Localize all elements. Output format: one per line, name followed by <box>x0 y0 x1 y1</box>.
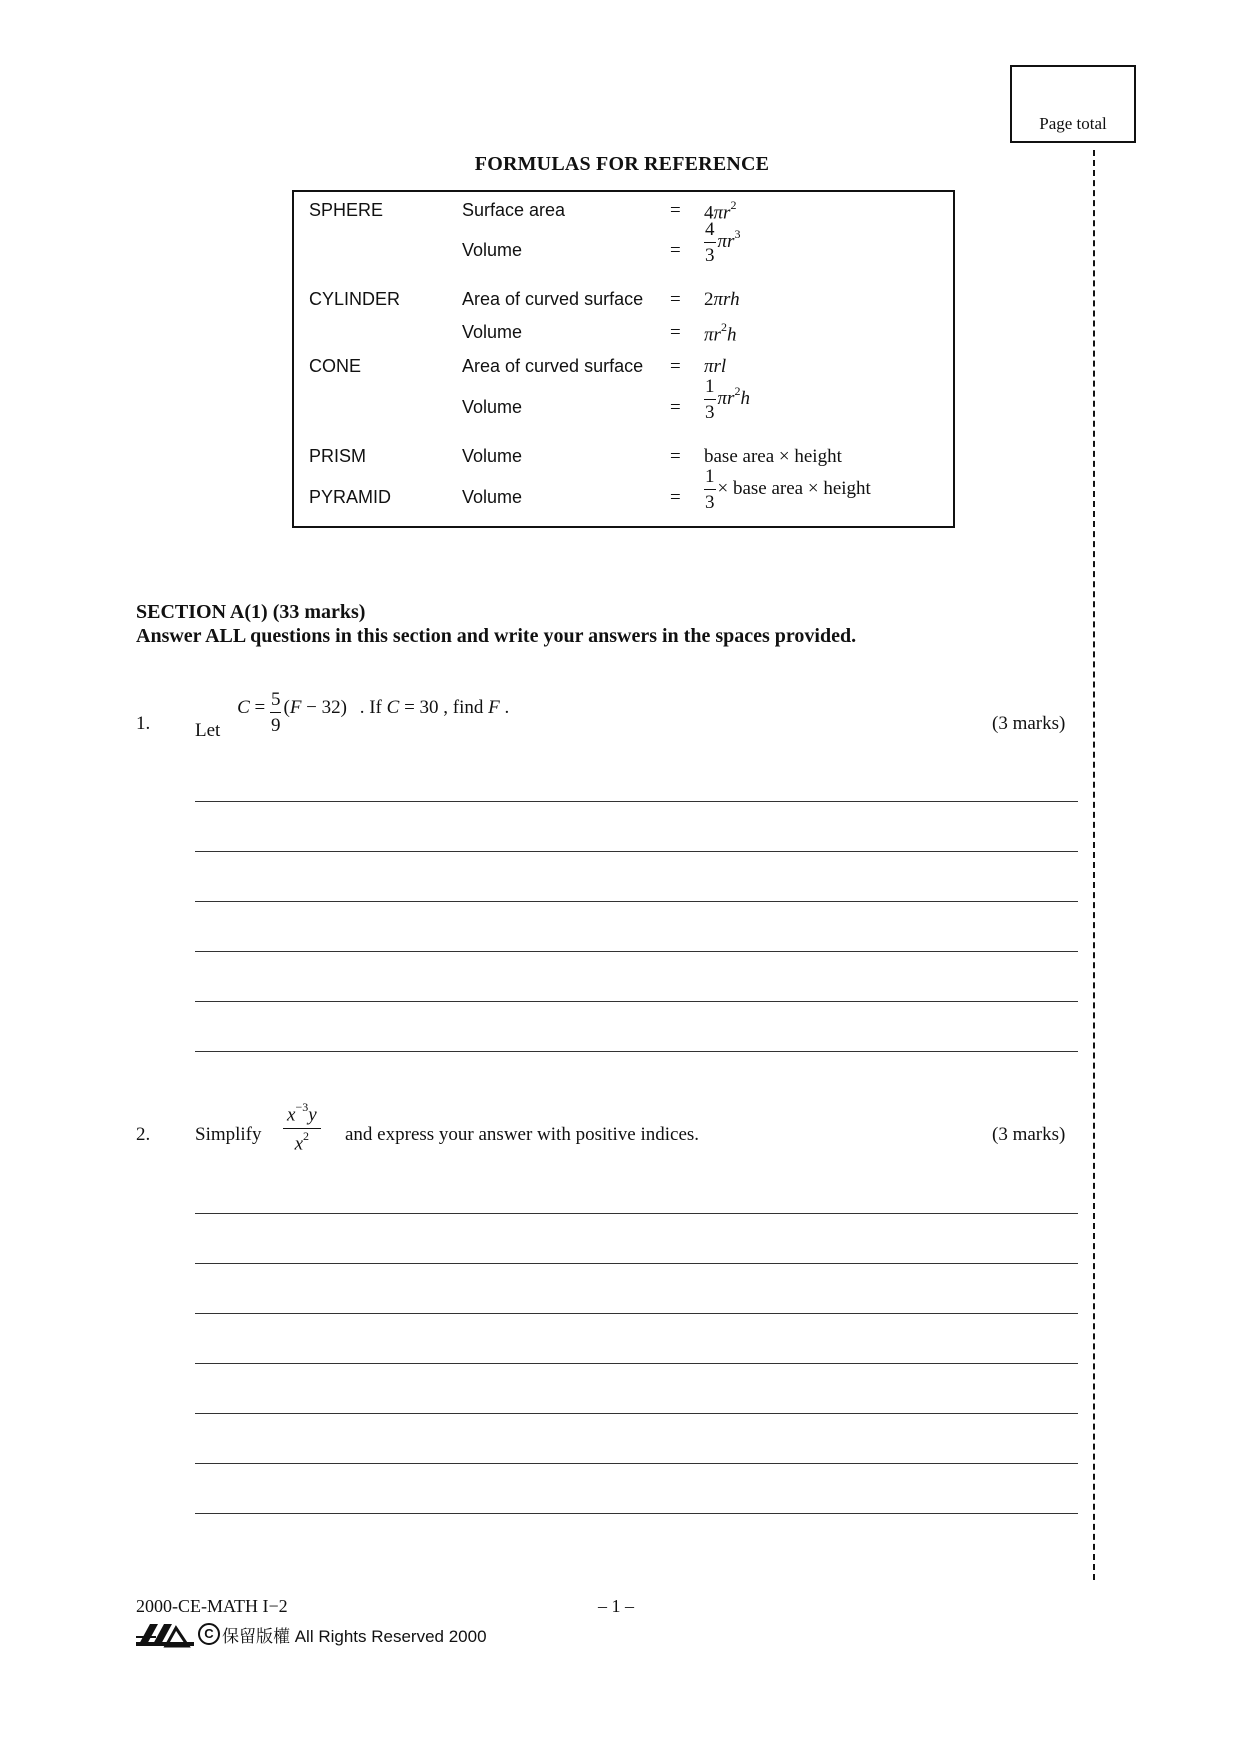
answer-line[interactable] <box>195 1313 1078 1314</box>
question-end: and express your answer with positive indices. <box>345 1124 700 1145</box>
copyright-line <box>136 1620 487 1648</box>
answer-line[interactable] <box>195 801 1078 802</box>
formula-title: FORMULAS FOR REFERENCE <box>474 153 770 175</box>
formula-equals: = <box>670 240 681 261</box>
question-1-text: Let C = $\frac{5}{9}$ (F − 32) . If C = 30 , find F . <box>195 689 510 741</box>
formula-property: Volume <box>462 446 523 466</box>
answer-line[interactable] <box>195 901 1078 902</box>
answer-line[interactable] <box>195 1513 1078 1514</box>
fraction: $\frac{x^{-3}y}{x^2}$ <box>283 1103 321 1154</box>
formula-shape: CYLINDER <box>309 289 401 309</box>
formula-row-cone-volume <box>294 377 953 437</box>
formula-table <box>292 190 955 528</box>
formula-shape: CONE <box>309 356 362 376</box>
pyramid-value-text: × base area × height <box>717 477 871 499</box>
answer-line[interactable] <box>195 1051 1078 1052</box>
formula-value: $\pi r^2h$ <box>704 320 737 346</box>
equation: C = $\frac{5}{9}$ (F − 32) <box>237 689 347 736</box>
condition: C = 30 <box>386 697 439 718</box>
answer-line[interactable] <box>195 951 1078 952</box>
page-total-label: Page total <box>1039 114 1107 133</box>
question-marks: (3 marks) <box>992 713 1066 734</box>
formula-row-pyramid-volume <box>294 467 953 527</box>
question-number: 1. <box>136 713 151 734</box>
fraction: $\frac{4}{3}$ <box>705 219 715 266</box>
copyright-text: 保留版權 All Rights Reserved 2000 <box>222 1626 487 1646</box>
fraction: $\frac{1}{3}$ <box>705 466 715 513</box>
answer-line[interactable] <box>195 1363 1078 1364</box>
answer-line[interactable] <box>195 851 1078 852</box>
formula-equals: = <box>670 356 681 377</box>
question-end: , find <box>443 697 484 718</box>
formula-property: Volume <box>462 322 523 342</box>
hkeaa-logo-icon <box>136 1620 194 1648</box>
copyright-icon: C <box>198 1623 220 1645</box>
page-total-box <box>1010 65 1136 143</box>
question-mid: . If <box>359 697 382 718</box>
formula-value: πrl <box>704 356 727 377</box>
formula-property: Volume <box>462 240 523 260</box>
formula-property: Surface area <box>462 200 566 220</box>
formula-property: Volume <box>462 397 523 417</box>
answer-line[interactable] <box>195 1413 1078 1414</box>
formula-shape: SPHERE <box>309 200 384 220</box>
formula-equals: = <box>670 487 681 508</box>
formula-row-sphere-volume <box>294 220 953 280</box>
question-marks: (3 marks) <box>992 1124 1066 1145</box>
formula-equals: = <box>670 322 681 343</box>
formula-shape: PYRAMID <box>309 487 392 507</box>
answer-line[interactable] <box>195 1213 1078 1214</box>
section-instruction: Answer ALL questions in this section and write your answers in the spaces provided. <box>136 625 857 647</box>
page-number: – 1 – <box>598 1596 634 1616</box>
formula-value <box>704 467 871 512</box>
fraction: $\frac{5}{9}$ <box>270 689 281 736</box>
answer-line[interactable] <box>195 1263 1078 1264</box>
formula-equals: = <box>670 289 681 310</box>
question-lead: Simplify <box>195 1124 262 1145</box>
formula-equals: = <box>670 446 681 467</box>
question-number: 2. <box>136 1124 151 1145</box>
answer-line[interactable] <box>195 1001 1078 1002</box>
fraction: $\frac{1}{3}$ <box>705 376 715 423</box>
formula-equals: = <box>670 200 681 221</box>
formula-value: $4\pi r^2$ <box>704 198 737 224</box>
formula-value: base area × height <box>704 446 842 467</box>
section-title: SECTION A(1) (33 marks) <box>136 601 366 623</box>
formula-row-cylinder-volume <box>294 322 953 352</box>
formula-property: Volume <box>462 487 523 507</box>
formula-row-cylinder-area <box>294 289 953 319</box>
formula-shape: PRISM <box>309 446 367 466</box>
formula-value: $\frac{1}{3}$ $\pi r^2h$ <box>705 376 750 423</box>
formula-value: 2πrh <box>704 289 740 310</box>
formula-property: Area of curved surface <box>462 289 644 309</box>
margin-dashed-line <box>1093 150 1095 1580</box>
formula-value: $\frac{4}{3}$ $\pi r^3$ <box>705 219 741 266</box>
formula-property: Area of curved surface <box>462 356 644 376</box>
formula-equals: = <box>670 397 681 418</box>
answer-line[interactable] <box>195 1463 1078 1464</box>
fraction-expression <box>283 1100 323 1155</box>
question-lead: Let <box>195 720 221 741</box>
paper-code: 2000-CE-MATH I−2 <box>136 1596 288 1616</box>
